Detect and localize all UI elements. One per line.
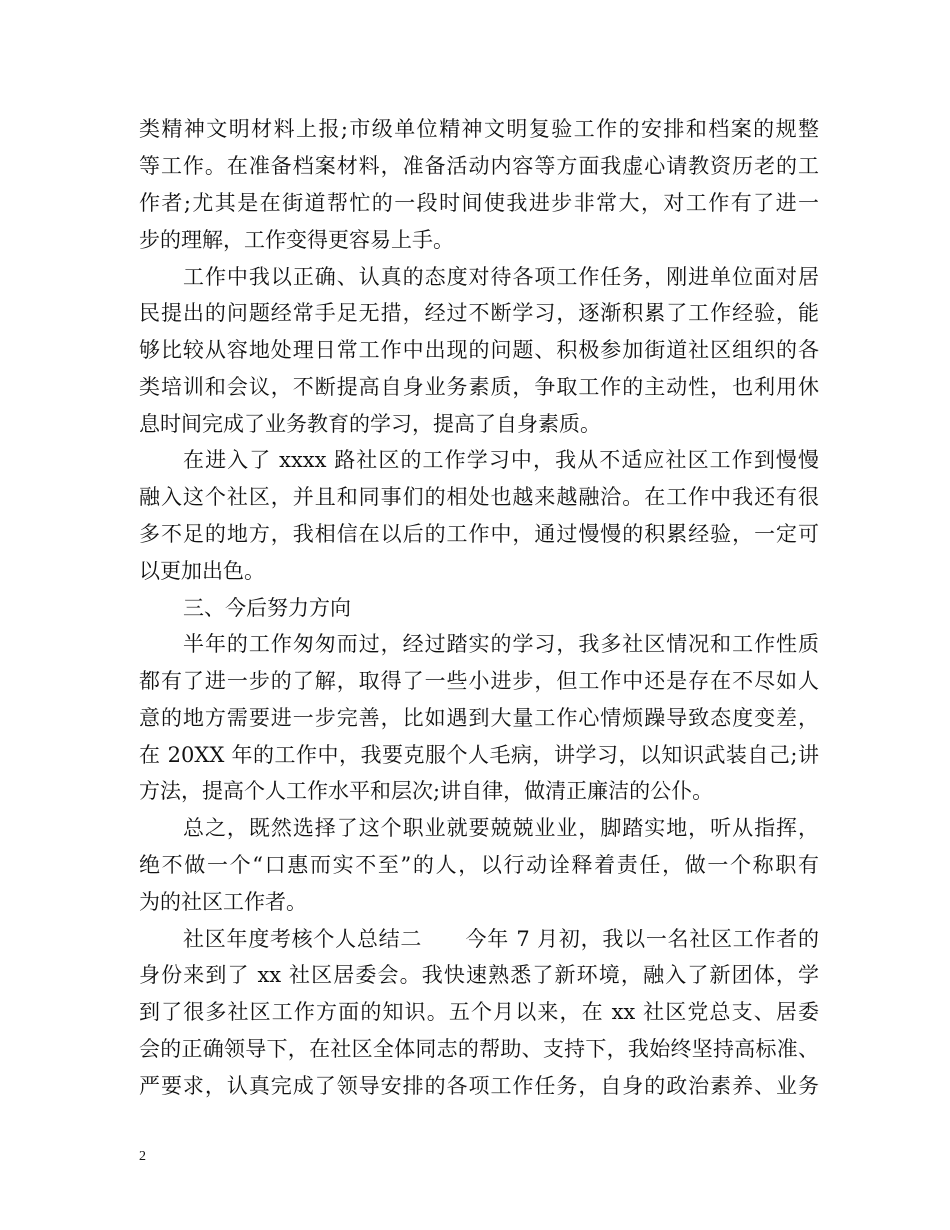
text-line: 类培训和会议，不断提高自身业务素质，争取工作的主动性，也利用休 bbox=[139, 375, 819, 399]
paragraph-first-line: 在进入了 xxxx 路社区的工作学习中，我从不适应社区工作到慢慢 bbox=[183, 448, 819, 472]
text-line: 民提出的问题经常手足无措，经过不断学习，逐渐积累了工作经验，能 bbox=[139, 301, 819, 325]
text-line: 严要求，认真完成了领导安排的各项工作任务，自身的政治素养、业务 bbox=[139, 1074, 819, 1098]
text-line: 多不足的地方，我相信在以后的工作中，通过慢慢的积累经验，一定可 bbox=[139, 522, 819, 546]
text-line: 身份来到了 xx 社区居委会。我快速熟悉了新环境，融入了新团体，学 bbox=[139, 963, 819, 987]
text-line: 在 20XX 年的工作中，我要克服个人毛病，讲学习，以知识武装自己;讲 bbox=[139, 743, 819, 767]
text-line: 意的地方需要进一步完善，比如遇到大量工作心情烦躁导致态度变差， bbox=[139, 706, 819, 730]
text-line: 会的正确领导下，在社区全体同志的帮助、支持下，我始终坚持高标准、 bbox=[139, 1037, 819, 1061]
text-line: 以更加出色。 bbox=[139, 559, 265, 583]
text-line: 到了很多社区工作方面的知识。五个月以来，在 xx 社区党总支、居委 bbox=[139, 1000, 819, 1024]
text-line: 等工作。在准备档案材料，准备活动内容等方面我虚心请教资历老的工 bbox=[139, 154, 819, 178]
text-line: 类精神文明材料上报;市级单位精神文明复验工作的安排和档案的规整 bbox=[139, 117, 819, 141]
text-line: 够比较从容地处理日常工作中出现的问题、积极参加街道社区组织的各 bbox=[139, 338, 819, 362]
text-line: 绝不做一个“口惠而实不至”的人，以行动诠释着责任，做一个称职有 bbox=[139, 853, 819, 877]
text-line: 融入这个社区，并且和同事们的相处也越来越融洽。在工作中我还有很 bbox=[139, 485, 819, 509]
section-heading: 三、今后努力方向 bbox=[183, 596, 351, 620]
text-line: 步的理解，工作变得更容易上手。 bbox=[139, 228, 454, 252]
paragraph-first-line: 工作中我以正确、认真的态度对待各项工作任务，刚进单位面对居 bbox=[183, 265, 819, 289]
paragraph-first-line: 半年的工作匆匆而过，经过踏实的学习，我多社区情况和工作性质 bbox=[183, 632, 819, 656]
text-line: 作者;尤其是在街道帮忙的一段时间使我进步非常大，对工作有了进一 bbox=[139, 191, 819, 215]
text-line: 息时间完成了业务教育的学习，提高了自身素质。 bbox=[139, 412, 601, 436]
text-line: 方法，提高个人工作水平和层次;讲自律，做清正廉洁的公仆。 bbox=[139, 779, 714, 803]
page-number: 2 bbox=[139, 1149, 146, 1164]
text-line: 都有了进一步的了解，取得了一些小进步，但工作中还是存在不尽如人 bbox=[139, 669, 819, 693]
text-line: 为的社区工作者。 bbox=[139, 890, 307, 914]
paragraph-first-line: 社区年度考核个人总结二 今年 7 月初，我以一名社区工作者的 bbox=[183, 927, 819, 951]
paragraph-first-line: 总之，既然选择了这个职业就要兢兢业业，脚踏实地，听从指挥， bbox=[183, 816, 819, 840]
